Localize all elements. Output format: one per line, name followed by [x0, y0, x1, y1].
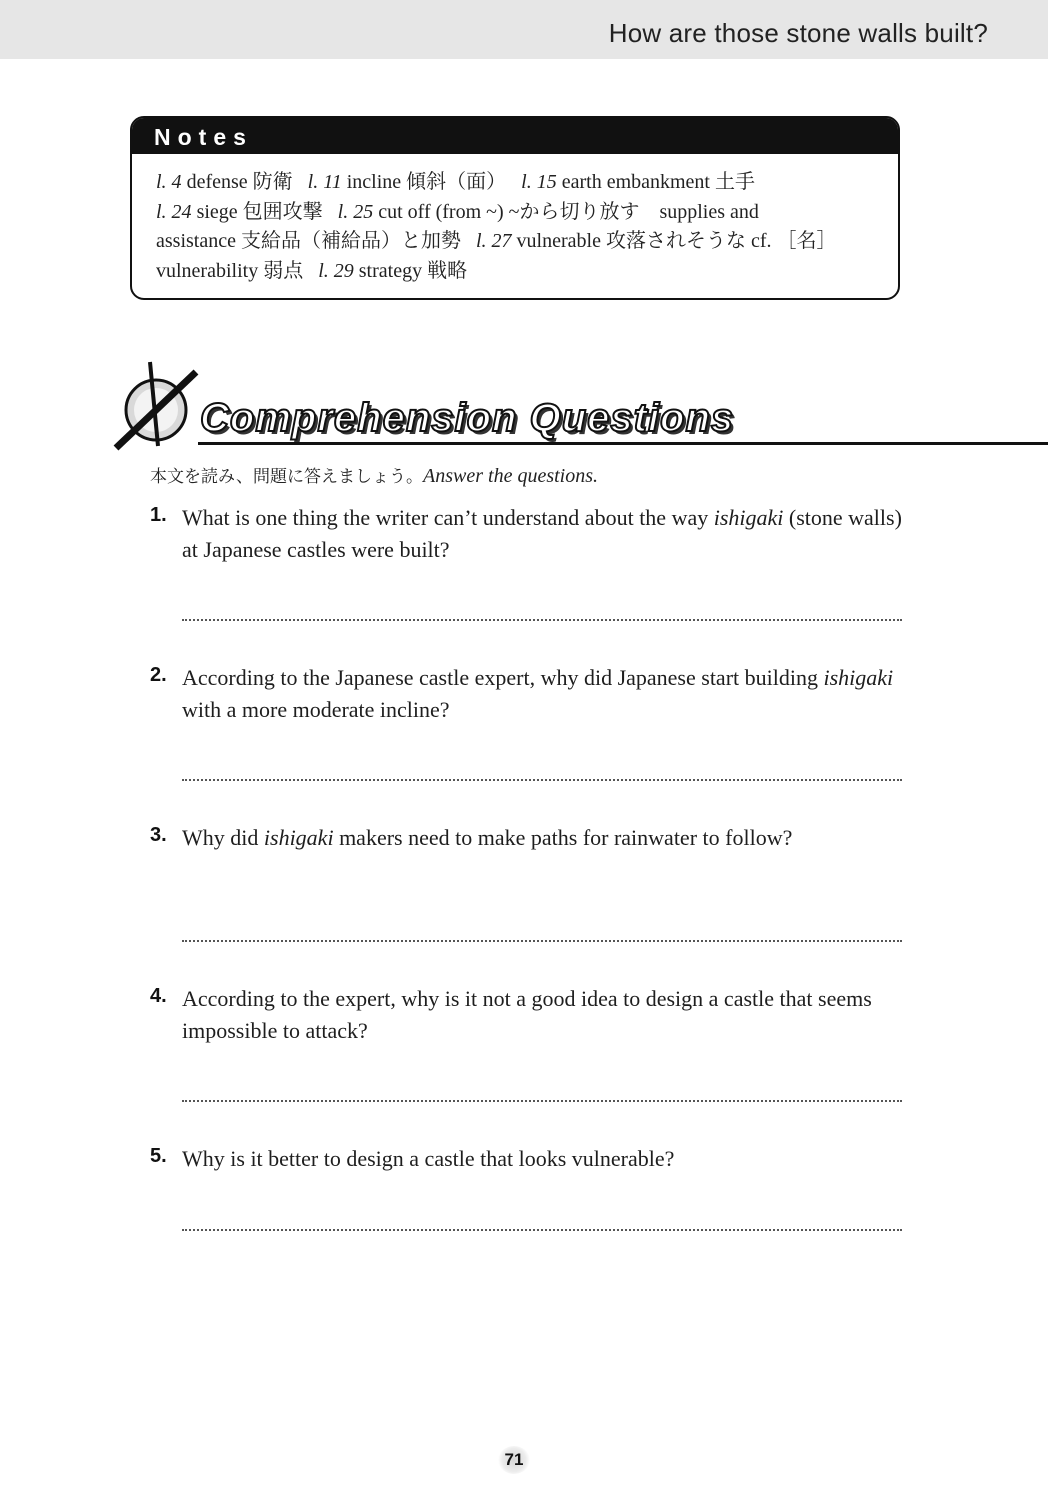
note-text: incline 傾斜（面） — [346, 171, 507, 193]
question-text — [182, 502, 902, 566]
question-text — [182, 983, 902, 1047]
note-text: siege 包囲攻撃 — [196, 200, 323, 223]
pencil-checkmark-icon — [112, 360, 204, 452]
instruction-english: Answer the questions. — [423, 465, 599, 487]
question-text — [182, 1143, 902, 1175]
question-text-part: with a more moderate incline? — [182, 697, 450, 722]
page-number: 71 — [498, 1446, 530, 1474]
note-ref: l. 27 — [475, 230, 512, 252]
note-text: strategy 戦略 — [358, 259, 468, 282]
question-term: ishigaki — [713, 505, 784, 530]
note-text: defense 防衛 — [186, 171, 293, 193]
question-text-part: According to the expert, why is it not a good idea to design a castle that seems impossible to attack? — [182, 986, 872, 1043]
answer-line-5[interactable] — [182, 1229, 902, 1231]
question-text-part: According to the Japanese castle expert, why did Japanese start building — [182, 665, 824, 690]
answer-line-2[interactable] — [182, 779, 902, 781]
question-text-part: What is one thing the writer can’t understand about the way — [182, 505, 714, 530]
note-ref: l. 11 — [307, 171, 342, 193]
note-ref: l. 29 — [318, 259, 354, 282]
question-term: ishigaki — [263, 825, 334, 850]
question-number: 3. — [150, 824, 167, 846]
section-divider — [198, 442, 1048, 445]
question-number: 4. — [150, 985, 167, 1007]
section-header — [112, 360, 1048, 455]
chapter-title: How are those stone walls built? — [608, 18, 988, 48]
header-bar — [0, 0, 1048, 59]
question-text-part: makers need to make paths for rainwater to follow? — [333, 825, 793, 850]
notes-box — [130, 116, 900, 300]
note-text: earth embankment 土手 — [561, 171, 755, 193]
note-text: assistance 支給品（補給品）と加勢 — [156, 230, 461, 252]
question-text — [182, 662, 902, 726]
instruction — [150, 462, 598, 488]
instruction-japanese: 本文を読み、問題に答えましょう。 — [150, 467, 424, 487]
note-text: vulnerable 攻落されそうな cf. ［名］ — [516, 230, 837, 252]
question-number: 2. — [150, 664, 167, 686]
question-text-part: Why is it better to design a castle that looks vulnerable? — [182, 1146, 675, 1171]
notes-heading: Notes — [132, 118, 898, 154]
section-title: Comprehension Questions — [200, 396, 735, 440]
question-term: ishigaki — [823, 665, 894, 690]
answer-line-3[interactable] — [182, 940, 902, 942]
note-text: cut off (from ~) ~から切り放す supplies and — [378, 200, 759, 223]
answer-line-4[interactable] — [182, 1100, 902, 1102]
note-ref: l. 4 — [156, 171, 182, 193]
question-number: 1. — [150, 504, 167, 526]
answer-line-1[interactable] — [182, 619, 902, 621]
note-ref: l. 15 — [521, 171, 557, 193]
note-ref: l. 24 — [156, 200, 192, 223]
question-text-part: (stone walls) at Japanese castles were built? — [182, 505, 902, 562]
question-text-part: Why did — [182, 825, 264, 850]
question-text — [182, 822, 902, 854]
note-ref: l. 25 — [337, 200, 374, 223]
notes-body — [132, 154, 898, 286]
note-text: vulnerability 弱点 — [156, 259, 304, 282]
question-number: 5. — [150, 1145, 167, 1167]
